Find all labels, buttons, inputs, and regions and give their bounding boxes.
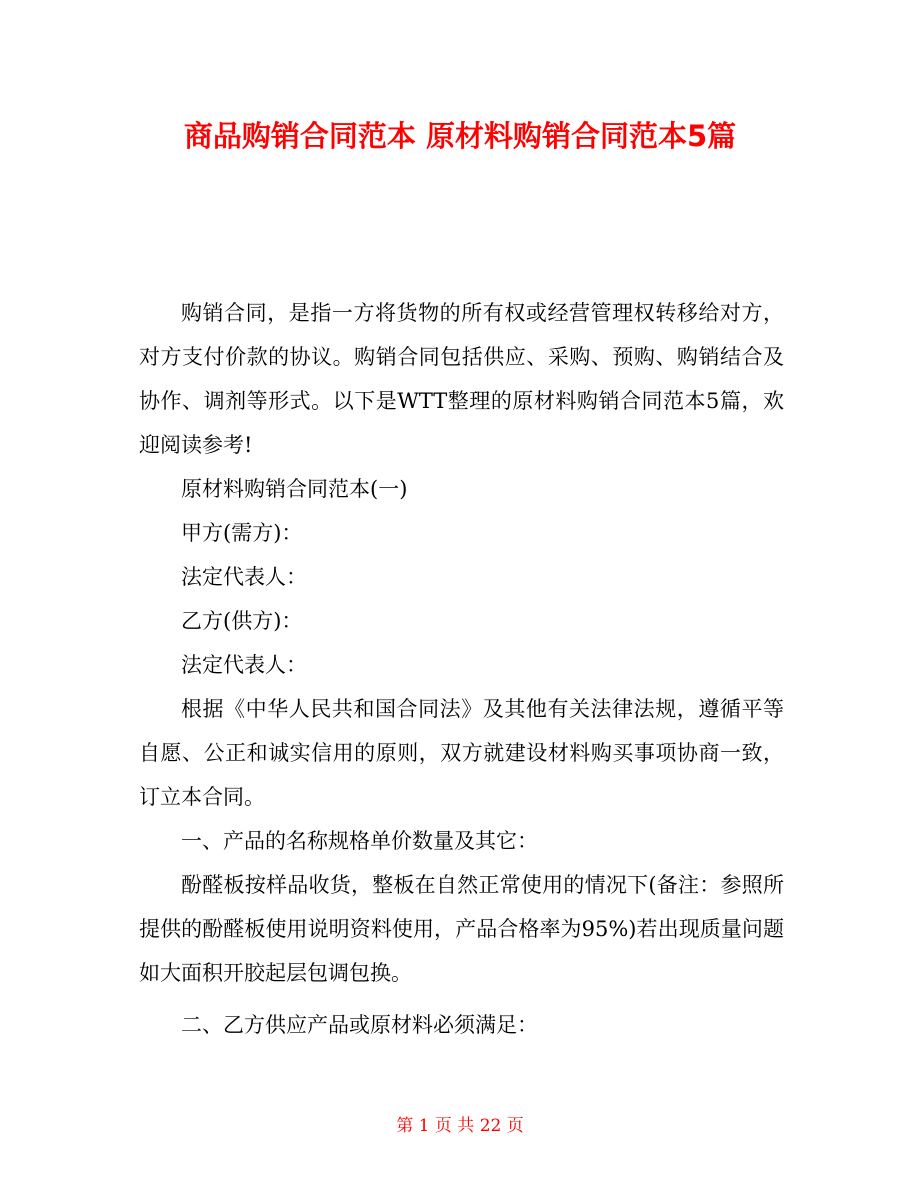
party-a-representative-line: 法定代表人： (181, 565, 307, 589)
section-two-heading: 二、乙方供应产品或原材料必须满足： (181, 1013, 538, 1037)
party-b-line: 乙方(供方)： (181, 609, 303, 633)
party-a-line: 甲方(需方)： (181, 521, 303, 545)
document-body (139, 291, 784, 1047)
section-one-body: 酚醛板按样品收货，整板在自然正常使用的情况下(备注：参照所提供的酚醛板使用说明资料使用，产品合格率为95%)若出现质量问题如大面积开胶起层包调包换。 (139, 873, 784, 985)
party-b-representative-line: 法定代表人： (181, 653, 307, 677)
section-one-heading: 一、产品的名称规格单价数量及其它： (181, 829, 538, 853)
legal-basis-paragraph: 根据《中华人民共和国合同法》及其他有关法律法规，遵循平等自愿、公正和诚实信用的原则，双方就建设材料购买事项协商一致，订立本合同。 (139, 697, 784, 809)
contract-heading: 原材料购销合同范本(一) (181, 477, 408, 501)
page-number-footer: 第 1 页 共 22 页 (396, 1116, 524, 1136)
document-title: 商品购销合同范本 原材料购销合同范本5篇 (183, 119, 737, 153)
intro-paragraph: 购销合同，是指一方将货物的所有权或经营管理权转移给对方，对方支付价款的协议。购销合同包括供应、采购、预购、购销结合及协作、调剂等形式。以下是WTT整理的原材料购销合同范本5篇，欢迎阅读参考! (139, 301, 784, 457)
